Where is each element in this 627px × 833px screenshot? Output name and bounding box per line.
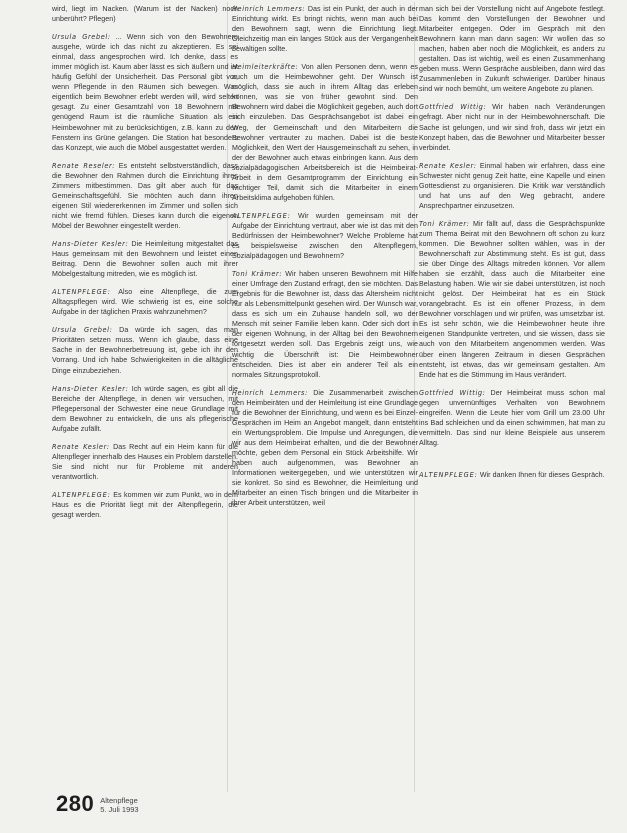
paragraph [232, 62, 418, 203]
paragraph [52, 287, 238, 317]
paragraph-text: Die Heimleitung mitgestaltet das Haus gemeinsam mit den Bewohnern und leistet einen Beitrag. Denn die Bewohner sollen auch mit ihrer Möbelgestaltung mitreden, wie es möglich ist. [52, 239, 238, 279]
speaker-name: ALTENPFLEGE: [419, 470, 478, 479]
paragraph [419, 102, 605, 152]
paragraph [419, 4, 605, 94]
speaker-name: Heinrich Lemmers: [232, 5, 306, 13]
paragraph [419, 219, 605, 380]
speaker-name: Ursula Grebel: [52, 326, 113, 335]
paragraph [52, 490, 238, 520]
paragraph-text: Wir danken Ihnen für dieses Gespräch. [479, 470, 605, 479]
paragraph-text: Da würde ich sagen, das man Prioritäten setzen muss. Wenn ich glaube, dass eine Sache in der Bewohnerbetreuung ist, gebe ich ihr den Vorrang. Und ich habe Schwierigkeiten in die alltägliche Dinge einzubeziehen. [52, 326, 238, 375]
speaker-name: Toni Krämer: [419, 219, 470, 228]
paragraph [419, 470, 605, 480]
paragraph [52, 442, 238, 482]
paragraph-text: man sich bei der Vorstellung nicht auf Angebote festlegt. Das kommt den Vorstellungen der Bewohner und Mitarbeiter entgegen. Oder im Gespräch mit den Bewohnern kann man dann sagen: Wir wollen das so machen, haben aber noch die Möglichkeit, es anders zu gestalten. Das ist wichtig, weil es einen Zusammenhang geben muss. Wenn Gespräche ausbleiben, dann wird das Zusammenleben in Zukunft schwieriger. Darüber hinaus sind wir noch bemüht, um weitere Angebote zu planen. [419, 5, 605, 94]
paragraph-text: Die Zusammenarbeit zwischen den Heimbeiräten und der Heimleitung ist eine Grundlage für die Bewohner der Einrichtung, und wenn es bei Einzel-Gesprächen im Heim an Angebot mangelt, dann entsteht ein Wertungsproblem. Die Impulse und Anregungen, die wir aus dem Heimbeirat erhalten, und die der Bewohner möchte, geben dem Personal ein Stück Arbeitshilfe. Wir haben auch aufgenommen, was Bewohner an Informationen weitergegeben, und wie unterstützen wir sie konkret. So sind es Bewohner, die Heimleitung und Mitarbeiter an einen Tisch bringen und die Mitarbeiter in ihrer Arbeit unterstützen, weil [232, 388, 418, 508]
speaker-name: Renate Reseler: [52, 161, 116, 170]
paragraph-text: Also eine Altenpflege, die zum Alltagspflegen wird. Wie schwierig ist es, eine solche Aufgabe in der täglichen Praxis wahrzunehmen? [52, 288, 238, 317]
paragraph [52, 239, 238, 279]
paragraph [419, 388, 605, 448]
paragraph [52, 161, 238, 231]
paragraph-text: Der Heimbeirat muss schon mal gegen unvernünftiges Verhalten von Bewohnern eingreifen. Wenn die Leute hier vom Grill um 23.00 Uhr ins Bad schleichen und da einen schwimmen, hat man zu vermitteln. Das sind nur kleine Beispiele aus unserem Alltag. [419, 388, 605, 447]
speaker-name: Toni Krämer: [232, 270, 283, 279]
paragraph-text: Einmal haben wir erfahren, dass eine Schwester nicht genug Zeit hatte, eine Kapelle und einen Gottesdienst zu organisieren. Die Kritik war verständlich und hat uns auf den Weg gebracht, andere Ansprechpartner einzusetzen. [419, 161, 605, 210]
speaker-name: Hans-Dieter Kesler: [52, 239, 129, 248]
paragraph [232, 269, 418, 380]
paragraph-text: ... Wenn sich von den Bewohnern ausgehe, würde ich das nicht zu akzeptieren. Es sei einmal, dass angesprochen wird. Ich denke, dass es immer möglich ist. Kaum aber lässt es sich äußern und ist häufig Gefühl der Unsicherheit. Das Personal gibt vor, wenn Pflegende in den Räumen sich bewegen. Was eigentlich beim Bewohner erlebt werden will, wird selten gesagt. Zu einer Gesamtzahl von 18 Bewohnern mit genügend Raum ist die räumliche Situation als ein Heimbewohner mit zu berücksichtigen, z.B. kann zu den Fenstern ins Grüne gelangen. Die Station hat besonders das Konzept, wie auch die Möbel ausgestattet werden. [52, 33, 238, 152]
text-column-middle [232, 4, 418, 804]
speaker-name: Heinrich Lemmers: [232, 388, 308, 397]
text-column-left [52, 4, 238, 764]
magazine-name: Altenpflege [100, 796, 138, 805]
paragraph-text: Das ist ein Punkt, der auch in der Einrichtung wirkt. Es bringt nichts, wenn man auch bei den Bewohnern sagt, wenn die Einrichtung liegt. Gleichzeitig man ein langes Stück aus der Vergangenheit bewältigen sollte. [232, 5, 418, 54]
paragraph [232, 388, 418, 509]
paragraph [52, 4, 238, 24]
magazine-issue: 5. Juli 1993 [100, 805, 139, 814]
speaker-name: Hans-Dieter Kesler: [52, 384, 129, 393]
paragraph [419, 161, 605, 211]
speaker-name: Gottfried Wittig: [419, 103, 487, 112]
paragraph-text: Mir fällt auf, dass die Gesprächspunkte zum Thema Beirat mit den Bewohnern oft schon zu kurz kommen. Die Bewohner sollten wählen, was in der Bewohnerschaft zur Abstimmung steht. Es ist gut, dass sie über Dinge des Alltags mitreden können. Vor allem haben sie erzählt, dass auch die Mitarbeiter eine Belastung haben. Wie wir sie dabei unterstützen, ist noch nicht gelöst. Der Heimbeirat hat es ein Stück vorangebracht. Es ist ein offener Prozess, in dem Bewohner vorschlagen und wir prüfen, was umsetzbar ist. Es ist sehr schön, wie die Heimbewohner heute ihre eigenen Standpunkte vertreten, und sie wissen, dass sie auch von den Mitarbeitern angenommen werden. Was über einen längeren Zeitraum in diesen Gesprächen entsteht, ist etwas, das wir gemeinsam gestalten. Am Ende hat es die Stimmung im Haus verändert. [419, 219, 605, 379]
speaker-name: ALTENPFLEGE: [232, 211, 291, 220]
speaker-name: Ursula Grebel: [52, 33, 111, 42]
speaker-name: ALTENPFLEGE: [52, 288, 111, 297]
paragraph-text: Es kommen wir zum Punkt, wo in dem Haus es die Priorität liegt mit der Altenpflegerin, die gesagt werden. [52, 490, 238, 520]
text-column-right [419, 4, 605, 804]
speaker-name: ALTENPFLEGE: [52, 490, 111, 499]
paragraph-text: Das Recht auf ein Heim kann für die Altenpfleger innerhalb des Hauses ein Problem darstellen. Sie sind nicht nur für Probleme mit anderen verantwortlich. [52, 442, 238, 481]
paragraph-text: Wir wurden gemeinsam mit der Aufgabe der Einrichtung vertraut, aber wie ist das mit den Bedürfnissen der Heimbewohner? Welche Probleme hat es beispielsweise zwischen den Altenpflegern, Sozialpädagogen und Bewohnern? [232, 211, 418, 261]
paragraph [232, 211, 418, 261]
magazine-info [100, 796, 138, 816]
paragraph [52, 384, 238, 434]
speaker-name: Renate Kesler: [52, 442, 110, 451]
speaker-name: Gottfried Wittig: [419, 388, 486, 397]
paragraph-text: Wir haben unseren Bewohnern mit Hilfe einer Umfrage den Zustand erfragt, den sie möchten. Das Ergebnis für die Bewohner ist, dass das Altersheim nicht nur als Lebensmittelpunkt gesehen wird. Der Wunsch war, dass es sich um ein Zuhause handeln soll, wo der Mensch mit seiner Familie leben kann. Oder sich dort in der eigenen Wohnung, in der Alltag bei den Bewohnern fortgesetzt werden soll. Das Ergebnis zeigt uns, wie wichtig die Überschrift ist: Die Heimbewohner entscheiden. Dies ist aber ein anderer Teil als ein normales Sitzungsprotokoll. [232, 270, 418, 379]
paragraph-text: Ich würde sagen, es gibt all die Bereiche der Altenpflege, in denen wir versuchen, mit Pflegepersonal der Schwester eine neue Grundlage mit dem Bewohner zu entwickeln, die uns als pflegerische Aufgabe zufällt. [52, 384, 238, 433]
speaker-name: Renate Kesler: [419, 161, 477, 170]
paragraph [232, 4, 418, 54]
page-footer [56, 776, 216, 816]
paragraph-text: Von allen Personen denn, wenn es auch um die Heimbewohner geht. Der Wunsch ist möglich, dass sie auch in ihrem Alltag das erleben können, was sie von früher gewohnt sind. Den Bewohnern wird dabei die Möglichkeit gegeben, auch dort sich einzuleben. Das Gesprächsangebot ist dabei ein Weg, der Gemeinschaft und den Mitarbeitern die Bewohner vertrauter zu machen. Dabei ist die beste Möglichkeit, den Wert der Hausgemeinschaft zu sehen, in der der Bewohner auch etwas einbringen kann. Aus dem sozialpädagogischen Arbeitsbereich ist die Heimbeirat-Arbeit in dem Gesamtprogramm der Einrichtung ein wichtiger Teil, damit sich die Mitarbeiter in einem Arbeitsklima aufgehoben fühlen. [232, 63, 418, 202]
page-number: 280 [56, 791, 95, 816]
paragraph [52, 325, 238, 375]
speaker-name: Heimleiterkräfte: [232, 63, 299, 72]
paragraph-text: Wir haben nach Veränderungen gefragt. Aber nicht nur in der Heimbewohnerschaft. Die Sache ist gelungen, und wir sind froh, dass wir jetzt ein Konzept haben, das die Bewohner und Mitarbeiter besser verbindet. [419, 103, 605, 152]
paragraph [52, 32, 238, 153]
paragraph-text: Es entsteht selbstverständlich, dass die Bewohner den Rahmen durch die Einrichtung ihres Zimmers mitbestimmen. Das gilt aber auch für das Gemeinschaftsgefühl. Sie möchten auch dann ihren eigenen Stil wiedererkennen im Zimmer und sollen sich nicht wie fremd fühlen. Dieses kann durch die eigenen Möbel der Bewohner eingestellt werden. [52, 161, 238, 230]
paragraph-text: wird, liegt im Nacken. (Warum ist der Nacken) noch unberührt? Pflegen) [52, 5, 238, 24]
